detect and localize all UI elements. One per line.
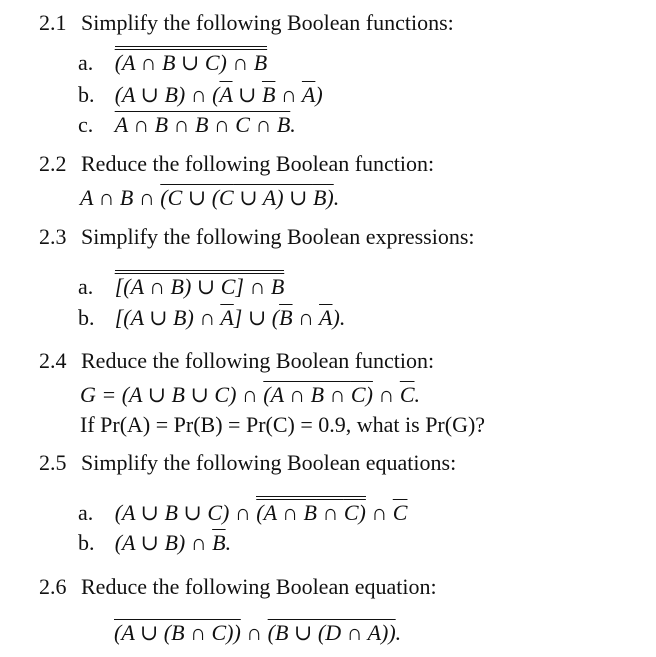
problem-number: 2.4 — [39, 348, 67, 373]
problem-number: 2.1 — [39, 10, 67, 35]
problem-number: 2.3 — [39, 224, 67, 249]
problem-2-1-item-a — [78, 52, 267, 74]
problem-2-5-heading — [39, 452, 456, 475]
item-expression: (A ∪ B) ∩ ($\overline{A}$ ∪ $\overline{B}$ ∩ $\overline{A}$) — [114, 82, 323, 107]
item-expression: [(A ∪ B) ∩ $\overline{A}$] ∪ ($\overline{B}$ ∩ $\overline{A}$). — [114, 305, 346, 330]
problem-2-1-item-c — [78, 114, 296, 136]
problem-2-4-question: If Pr(A) = Pr(B) = Pr(C) = 0.9, what is Pr(G)? — [80, 412, 486, 437]
problem-title: Simplify the following Boolean expressions: — [81, 224, 475, 249]
item-label: a. — [78, 50, 94, 75]
item-expression: (A ∩ B ∪ C) ∩ B — [115, 46, 267, 75]
problem-2-3-heading — [39, 226, 475, 249]
item-label: c. — [78, 112, 94, 137]
item-expression: A ∩ B ∩ B ∩ C ∩ B. — [114, 112, 296, 137]
problem-title: Reduce the following Boolean equation: — [81, 574, 437, 599]
problem-2-6-heading — [39, 576, 437, 599]
item-label: a. — [78, 500, 94, 525]
problem-2-1-item-b — [78, 84, 323, 106]
problem-number: 2.2 — [39, 151, 67, 176]
item-expression: (A ∪ B) ∩ $\overline{B}$. — [114, 530, 232, 555]
problem-number: 2.5 — [39, 450, 67, 475]
problem-title: Simplify the following Boolean functions: — [81, 10, 454, 35]
problem-2-3-item-a — [78, 276, 284, 298]
problem-2-2-expression: A ∩ B ∩ (C ∪ (C ∪ A) ∪ B). — [80, 185, 340, 210]
item-label: b. — [78, 305, 95, 330]
problem-title: Reduce the following Boolean function: — [81, 348, 435, 373]
item-label: a. — [78, 274, 94, 299]
problem-2-6-expression: (A ∪ (B ∩ C)) ∩ (B ∪ (D ∩ A)). — [114, 620, 402, 645]
problem-2-4-expression: G = (A ∪ B ∪ C) ∩ (A ∩ B ∩ C) ∩ $\overline{C}$. — [80, 382, 420, 407]
problem-2-3-item-b — [78, 307, 345, 329]
problem-number: 2.6 — [39, 574, 67, 599]
item-expression: [(A ∩ B) ∪ C] ∩ B — [115, 270, 285, 299]
problem-2-2-heading — [39, 153, 434, 176]
item-label: b. — [78, 82, 95, 107]
problem-2-1-heading — [39, 12, 454, 35]
item-expression: (A ∪ B ∪ C) ∩ (A ∩ $\overline{B}$ ∩ $\overline{C}$) ∩ $\overline{C}$ — [115, 496, 408, 525]
problem-title: Simplify the following Boolean equations: — [81, 450, 457, 475]
item-label: b. — [78, 530, 95, 555]
problem-2-5-item-b — [78, 532, 231, 554]
problem-title: Reduce the following Boolean function: — [81, 151, 435, 176]
problem-2-5-item-a — [78, 502, 407, 524]
problem-2-4-heading — [39, 350, 434, 373]
